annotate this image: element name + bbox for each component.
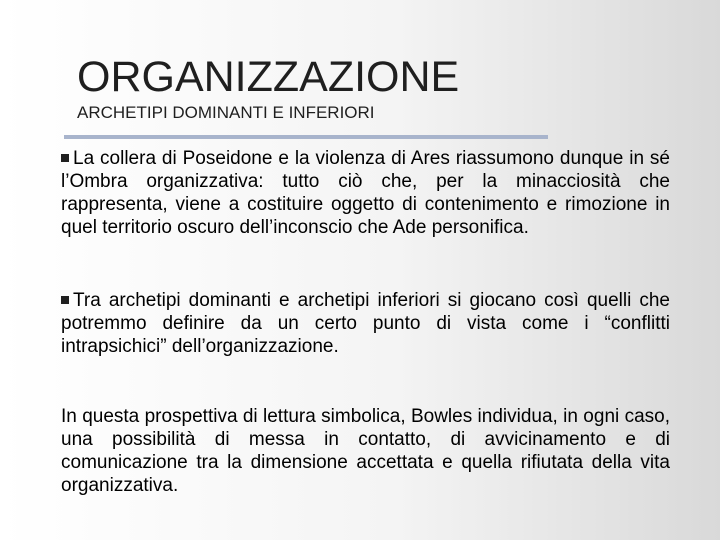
title-divider [64, 135, 548, 139]
paragraph-3 [61, 405, 670, 497]
square-bullet-icon [61, 296, 69, 304]
slide-title: ORGANIZZAZIONE [77, 53, 460, 101]
square-bullet-icon [61, 154, 69, 162]
slide-subtitle: ARCHETIPI DOMINANTI E INFERIORI [77, 103, 375, 122]
paragraph-2 [61, 289, 670, 358]
paragraph-3-text: In questa prospettiva di lettura simbolica, Bowles individua, in ogni caso, una possibilità di messa in contatto, di avvicinamento e di comunicazione tra la dimensione accettata e quella rifiutata della vita organizzativa. [61, 406, 670, 496]
slide-body [61, 147, 670, 497]
paragraph-1 [61, 147, 670, 239]
paragraph-2-text: Tra archetipi dominanti e archetipi inferiori si giocano così quelli che potremmo definire da un certo punto di vista come i “conflitti intrapsichici” dell’organizzazione. [61, 290, 670, 357]
paragraph-1-text: La collera di Poseidone e la violenza di Ares riassumono dunque in sé l’Ombra organizzativa: tutto ciò che, per la minacciosità che rappresenta, viene a costituire oggetto di contenimento e rimozione in quel territorio oscuro dell’inconscio che Ade personifica. [61, 148, 670, 238]
